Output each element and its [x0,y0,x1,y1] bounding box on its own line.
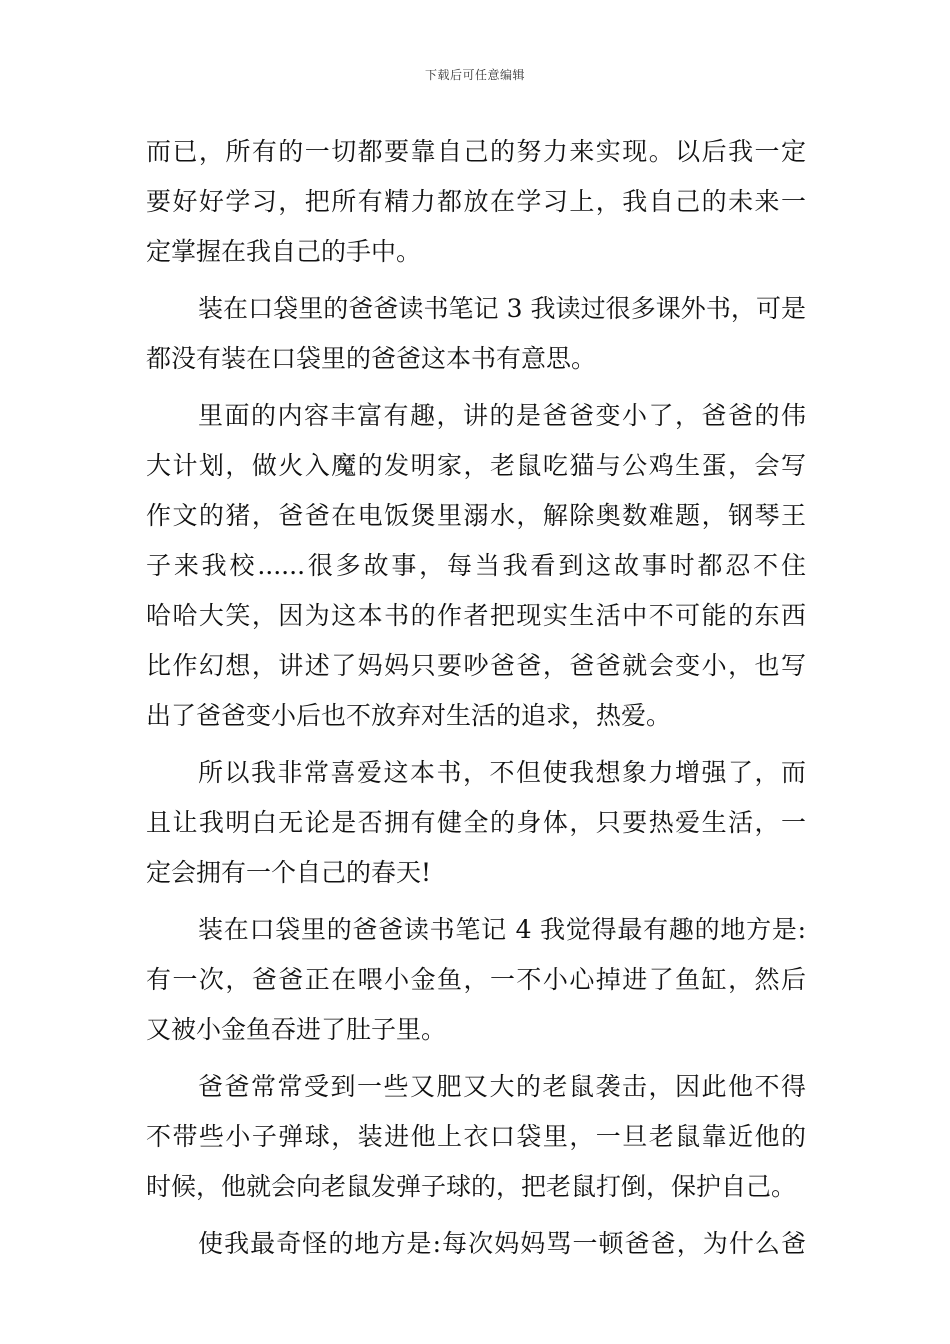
document-body [146,127,806,1269]
text-line: 定掌握在我自己的手中。 [146,237,422,266]
paragraph-6 [146,1062,806,1212]
text-line: 爸爸常常受到一些又肥又大的老鼠袭击，因此他不得 [198,1072,806,1101]
paragraph-4 [146,748,806,898]
text-line: 装在口袋里的爸爸读书笔记 3 我读过很多课外书，可是 [198,294,806,323]
text-line: 又被小金鱼吞进了肚子里。 [146,1015,447,1044]
text-line: 大计划，做火入魔的发明家，老鼠吃猫与公鸡生蛋，会写 [146,451,806,480]
text-line: 时候，他就会向老鼠发弹子球的，把老鼠打倒，保护自己。 [146,1172,797,1201]
text-line: 且让我明白无论是否拥有健全的身体，只要热爱生活，一 [146,808,806,837]
text-line: 有一次，爸爸正在喂小金鱼，一不小心掉进了鱼缸，然后 [146,965,806,994]
paragraph-5 [146,905,806,1055]
text-line: 比作幻想，讲述了妈妈只要吵爸爸，爸爸就会变小，也写 [146,651,806,680]
text-line: 使我最奇怪的地方是:每次妈妈骂一顿爸爸，为什么爸 [198,1229,806,1258]
text-line: 作文的猪，爸爸在电饭煲里溺水，解除奥数难题，钢琴王 [146,501,806,530]
text-line: 哈哈大笑，因为这本书的作者把现实生活中不可能的东西 [146,601,806,630]
text-line: 所以我非常喜爱这本书，不但使我想象力增强了，而 [198,758,806,787]
text-line: 里面的内容丰富有趣，讲的是爸爸变小了，爸爸的伟 [198,401,806,430]
page-header: 下载后可任意编辑 [424,68,525,82]
paragraph-2 [146,284,806,384]
text-line: 而已，所有的一切都要靠自己的努力来实现。以后我一定 [146,137,806,166]
paragraph-3 [146,391,806,741]
paragraph-1 [146,127,806,277]
text-line: 装在口袋里的爸爸读书笔记 4 我觉得最有趣的地方是: [198,915,806,944]
text-line: 出了爸爸变小后也不放弃对生活的追求，热爱。 [146,701,672,730]
text-line: 不带些小子弹球，装进他上衣口袋里，一旦老鼠靠近他的 [146,1122,806,1151]
text-line: 子来我校......很多故事，每当我看到这故事时都忍不住 [146,551,806,580]
text-line: 要好好学习，把所有精力都放在学习上，我自己的未来一 [146,187,806,216]
paragraph-7 [146,1219,806,1269]
text-line: 定会拥有一个自己的春天! [146,858,432,887]
text-line: 都没有装在口袋里的爸爸这本书有意思。 [146,344,597,373]
